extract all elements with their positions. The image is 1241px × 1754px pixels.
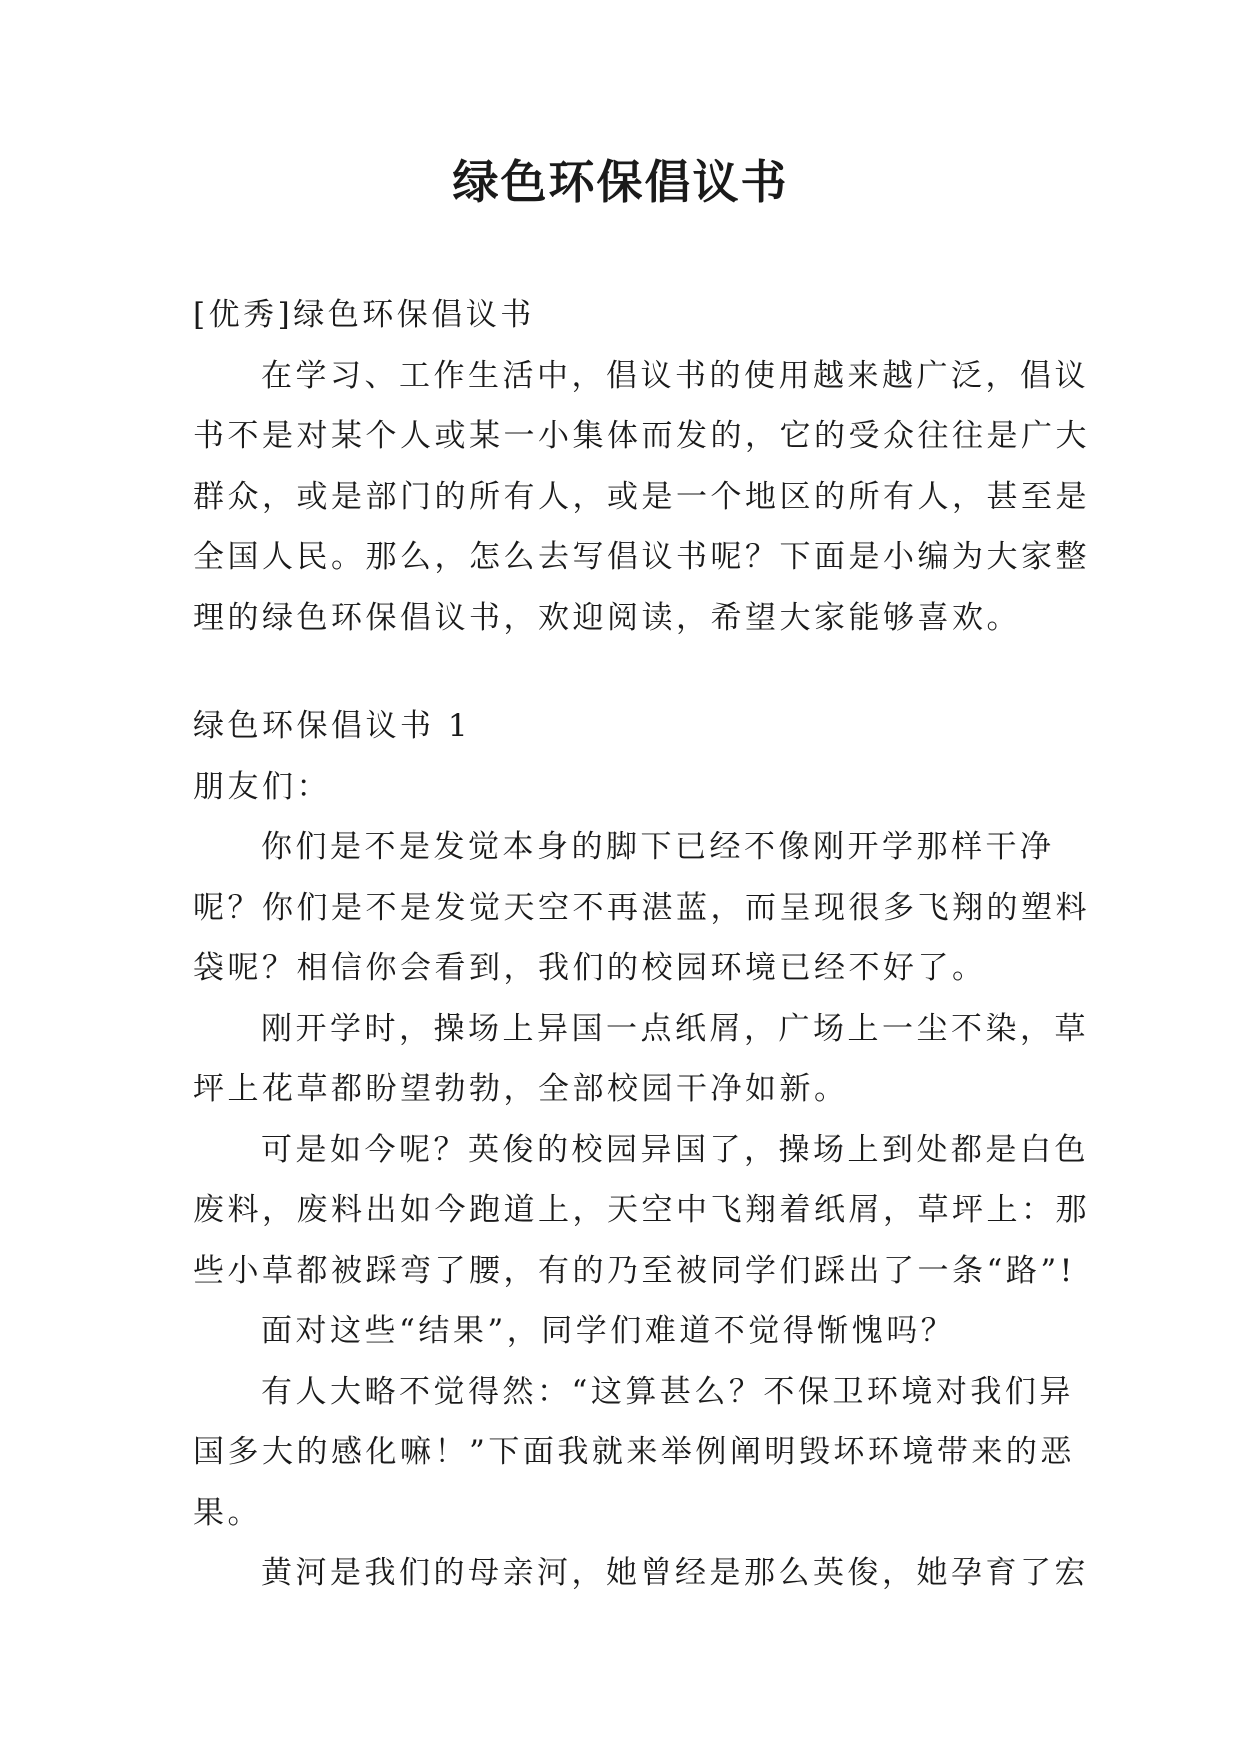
paragraph-line: 果。 <box>193 1494 262 1531</box>
paragraph-line: 有人大略不觉得然：“这算甚么？不保卫环境对我们异 <box>261 1373 1074 1410</box>
paragraph-line: 黄河是我们的母亲河，她曾经是那么英俊，她孕育了宏 <box>261 1555 1089 1591</box>
salutation: 朋友们： <box>193 768 331 805</box>
paragraph-line: 可是如今呢？英俊的校园异国了，操场上到处都是白色 <box>261 1131 1089 1168</box>
intro-line: 在学习、工作生活中，倡议书的使用越来越广泛，倡议 <box>261 357 1089 394</box>
intro-line: 理的绿色环保倡议书，欢迎阅读，希望大家能够喜欢。 <box>193 599 1021 636</box>
section-heading: 绿色环保倡议书 1 <box>193 708 472 744</box>
paragraph-line: 废料，废料出如今跑道上，天空中飞翔着纸屑，草坪上：那 <box>193 1192 1090 1228</box>
document-title: 绿色环保倡议书 <box>452 155 789 209</box>
paragraph-line: 国多大的感化嘛！”下面我就来举例阐明毁坏环境带来的恶 <box>193 1434 1075 1470</box>
paragraph-line: 呢？你们是不是发觉天空不再湛蓝，而呈现很多飞翔的塑料 <box>193 889 1090 926</box>
paragraph-line: 坪上花草都盼望勃勃，全部校园干净如新。 <box>193 1071 849 1107</box>
paragraph-line: 袋呢？相信你会看到，我们的校园环境已经不好了。 <box>193 950 987 986</box>
intro-line: 群众，或是部门的所有人，或是一个地区的所有人，甚至是 <box>193 478 1090 515</box>
intro-section <box>193 285 1090 648</box>
intro-line: 书不是对某个人或某一小集体而发的，它的受众往往是广大 <box>193 418 1090 454</box>
paragraph-line: 面对这些“结果”，同学们难道不觉得惭愧吗？ <box>261 1313 956 1349</box>
paragraph-line: 些小草都被踩弯了腰，有的乃至被同学们踩出了一条“路”! <box>193 1252 1076 1289</box>
intro-line: 全国人民。那么，怎么去写倡议书呢？下面是小编为大家整 <box>193 539 1090 575</box>
paragraph-line: 刚开学时，操场上异国一点纸屑，广场上一尘不染，草 <box>261 1010 1089 1047</box>
paragraph-line: 你们是不是发觉本身的脚下已经不像刚开学那样干净 <box>261 829 1055 865</box>
intro-subtitle: [优秀]绿色环保倡议书 <box>193 297 535 333</box>
section-1 <box>193 696 1090 1604</box>
